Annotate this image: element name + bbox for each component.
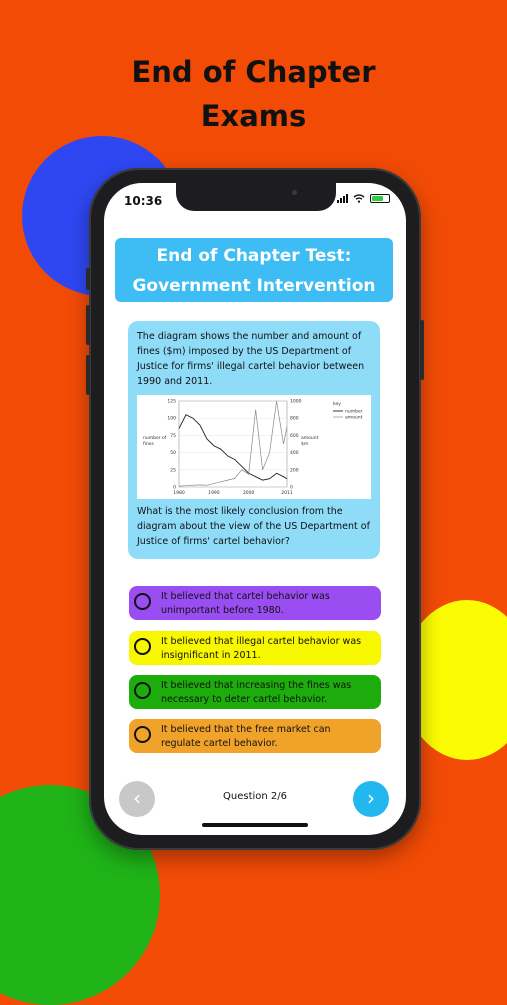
next-question-button[interactable] [353,781,389,817]
y-right-axis-label: $m [301,442,309,447]
question-prompt: The diagram shows the number and amount of fines ($m) imposed by the US Department of Justice for firms' illegal cartel behavior between 1990 and 2011. [137,331,365,387]
phone-notch [176,183,336,211]
answer-option-d[interactable] [129,719,381,753]
phone-volume-up [86,305,90,345]
legend-number-label: number [345,409,363,415]
phone-screen [104,183,406,835]
promo-headline [0,50,507,138]
y-left-tick-label: 0 [173,485,176,491]
y-left-axis-label: fines [143,442,154,447]
y-left-tick-label: 75 [170,433,176,439]
y-right-tick-label: 1000 [290,399,302,405]
y-left-tick-label: 100 [167,416,176,422]
y-right-axis-label: amount [301,436,319,441]
series-amount-line [179,401,287,486]
answer-option-text: It believed that cartel behavior was unimportant before 1980. [161,591,330,616]
x-tick-label: 1980 [173,491,185,496]
signal-icon [337,194,348,203]
battery-icon [370,194,390,203]
wifi-icon [353,194,365,203]
question-counter: Question 2/6 [223,791,287,802]
y-left-tick-label: 25 [170,468,176,474]
radio-circle-icon[interactable] [134,682,151,699]
phone-power-button [420,320,424,380]
series-number-line [179,415,287,480]
answer-option-text: It believed that the free market can regulate cartel behavior. [161,724,331,749]
question-text: What is the most likely conclusion from the diagram about the view of the US Department of Justice of firms' cartel behavior? [137,506,370,547]
home-indicator[interactable] [202,823,308,827]
chevron-right-icon: › [367,786,375,810]
fines-chart-svg [137,395,371,499]
x-tick-label: 2011 [281,491,293,496]
y-left-tick-label: 125 [167,399,176,405]
question-card [128,321,380,559]
answer-option-text: It believed that increasing the fines was necessary to deter cartel behavior. [161,680,352,705]
y-right-tick-label: 400 [290,451,299,457]
answer-option-a[interactable] [129,586,381,620]
radio-circle-icon[interactable] [134,726,151,743]
phone-volume-down [86,355,90,395]
y-right-tick-label: 200 [290,468,299,474]
y-left-axis-label: number of [143,436,167,441]
camera-icon [292,190,297,195]
status-time: 10:36 [124,194,163,208]
x-tick-label: 1990 [208,491,220,496]
legend-title: key [333,402,341,407]
y-left-tick-label: 50 [170,451,176,457]
answer-option-c[interactable] [129,675,381,709]
quiz-title-line-2: Government Intervention [132,276,376,296]
radio-circle-icon[interactable] [134,638,151,655]
y-right-tick-label: 0 [290,485,293,491]
status-icons [337,194,390,203]
y-right-tick-label: 600 [290,433,299,439]
legend-amount-label: amount [345,415,363,421]
headline-line-2: Exams [200,99,307,133]
answer-option-b[interactable] [129,631,381,665]
phone-mute-switch [86,268,90,290]
chevron-left-icon: ‹ [133,786,141,810]
quiz-title-card [115,238,393,302]
radio-circle-icon[interactable] [134,593,151,610]
answer-option-text: It believed that illegal cartel behavior was insignificant in 2011. [161,636,362,661]
quiz-title-line-1: End of Chapter Test: [156,246,352,266]
headline-line-1: End of Chapter [131,55,376,89]
fines-chart [137,395,371,499]
y-right-tick-label: 800 [290,416,299,422]
x-tick-label: 2000 [242,491,255,496]
